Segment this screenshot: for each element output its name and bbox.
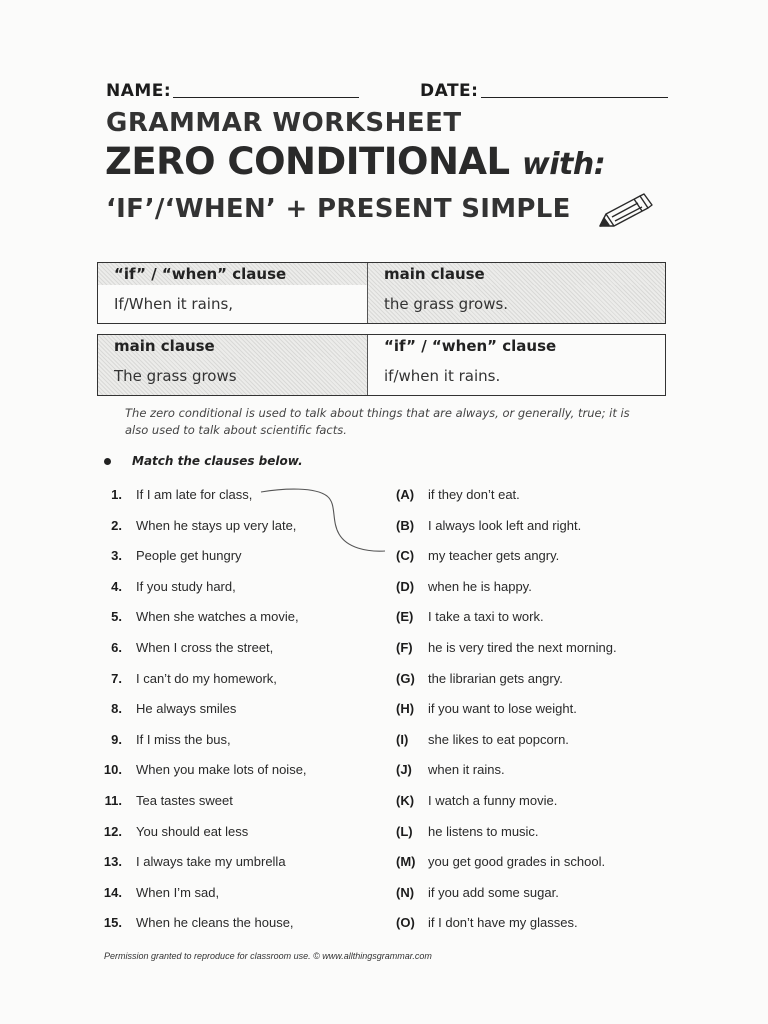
left-item-text: People get hungry: [136, 548, 242, 563]
topic-title-main: ZERO CONDITIONAL: [105, 140, 510, 183]
left-item-text: When I cross the street,: [136, 640, 274, 655]
right-item-text: the librarian gets angry.: [428, 671, 563, 686]
left-item-number: 11.: [104, 793, 122, 808]
left-item-text: I always take my umbrella: [136, 854, 286, 869]
left-item-number: 9.: [111, 732, 122, 747]
name-field[interactable]: [173, 97, 359, 98]
table2-cell-main: The grass grows: [98, 357, 368, 395]
clause-table-2: [97, 334, 666, 396]
left-item-text: He always smiles: [136, 701, 237, 716]
worksheet-title: GRAMMAR WORKSHEET: [106, 108, 462, 138]
right-item-letter: (N): [396, 885, 415, 900]
right-item-text: my teacher gets angry.: [428, 548, 560, 563]
clause-table-1: [97, 262, 666, 324]
right-item-letter: (H): [396, 701, 415, 716]
table1-header-main: main clause: [368, 263, 665, 285]
left-item-text: When I’m sad,: [136, 885, 220, 900]
left-item-number: 15.: [103, 915, 122, 930]
right-item-letter: (F): [396, 640, 413, 655]
right-item-letter: (C): [396, 548, 415, 563]
left-item-number: 1.: [111, 487, 122, 502]
right-item-text: I always look left and right.: [428, 518, 582, 533]
right-item-text: when he is happy.: [428, 579, 532, 594]
left-item-number: 2.: [111, 518, 122, 533]
right-item-letter: (J): [396, 762, 412, 777]
date-label: DATE:: [420, 81, 479, 101]
left-item-number: 8.: [111, 701, 122, 716]
footer-permission: Permission granted to reproduce for classroom use. © www.allthingsgrammar.com: [104, 951, 432, 961]
date-field[interactable]: [481, 97, 668, 98]
right-item-text: I watch a funny movie.: [428, 793, 558, 808]
left-item-text: When he stays up very late,: [136, 518, 297, 533]
right-item-text: she likes to eat popcorn.: [428, 732, 569, 747]
right-item-letter: (K): [396, 793, 415, 808]
right-item-text: if they don’t eat.: [428, 487, 520, 502]
left-item-text: You should eat less: [136, 824, 249, 839]
left-item-text: When she watches a movie,: [136, 609, 299, 624]
bullet-icon: [104, 458, 111, 465]
left-item-text: If I am late for class,: [136, 487, 253, 502]
right-item-text: if you want to lose weight.: [428, 701, 577, 716]
left-item-number: 7.: [111, 671, 122, 686]
formula-title: ‘IF’/‘WHEN’ + PRESENT SIMPLE: [106, 194, 571, 224]
pencil-icon: [594, 192, 660, 232]
right-item-letter: (A): [396, 487, 415, 502]
right-item-text: when it rains.: [428, 762, 505, 777]
left-item-text: If I miss the bus,: [136, 732, 231, 747]
explanation-note: The zero conditional is used to talk about things that are always, or generally, true; it is also used to talk about scientific facts.: [125, 406, 630, 437]
left-item-number: 4.: [111, 579, 122, 594]
table1-cell-if: If/When it rains,: [98, 285, 368, 323]
right-item-letter: (D): [396, 579, 415, 594]
left-item-text: When you make lots of noise,: [136, 762, 307, 777]
right-item-text: he listens to music.: [428, 824, 539, 839]
instruction: Match the clauses below.: [132, 454, 303, 468]
right-item-letter: (M): [396, 854, 416, 869]
right-item-text: if I don’t have my glasses.: [428, 915, 578, 930]
name-label: NAME:: [106, 81, 172, 101]
right-item-text: he is very tired the next morning.: [428, 640, 617, 655]
right-item-letter: (L): [396, 824, 413, 839]
table2-header-if: “if” / “when” clause: [368, 335, 665, 357]
left-item-number: 10.: [103, 762, 122, 777]
right-item-letter: (I): [396, 732, 409, 747]
example-match-line: [255, 484, 390, 560]
table2-header-main: main clause: [98, 335, 368, 357]
topic-title: [105, 140, 605, 183]
left-item-number: 6.: [111, 640, 122, 655]
left-item-number: 13.: [103, 854, 122, 869]
left-item-text: I can’t do my homework,: [136, 671, 277, 686]
left-item-number: 5.: [111, 609, 122, 624]
table1-header-if: “if” / “when” clause: [98, 263, 368, 285]
right-item-letter: (B): [396, 518, 415, 533]
left-item-text: When he cleans the house,: [136, 915, 294, 930]
topic-title-with: with:: [522, 147, 606, 182]
right-item-letter: (G): [396, 671, 415, 686]
left-item-number: 14.: [103, 885, 122, 900]
right-item-text: if you add some sugar.: [428, 885, 559, 900]
right-item-letter: (E): [396, 609, 414, 624]
left-item-text: If you study hard,: [136, 579, 236, 594]
table1-cell-main: the grass grows.: [368, 285, 665, 323]
right-item-text: I take a taxi to work.: [428, 609, 544, 624]
table2-cell-if: if/when it rains.: [368, 357, 665, 395]
left-item-number: 12.: [103, 824, 122, 839]
right-item-letter: (O): [396, 915, 415, 930]
right-item-text: you get good grades in school.: [428, 854, 606, 869]
left-item-number: 3.: [111, 548, 122, 563]
left-item-text: Tea tastes sweet: [136, 793, 233, 808]
